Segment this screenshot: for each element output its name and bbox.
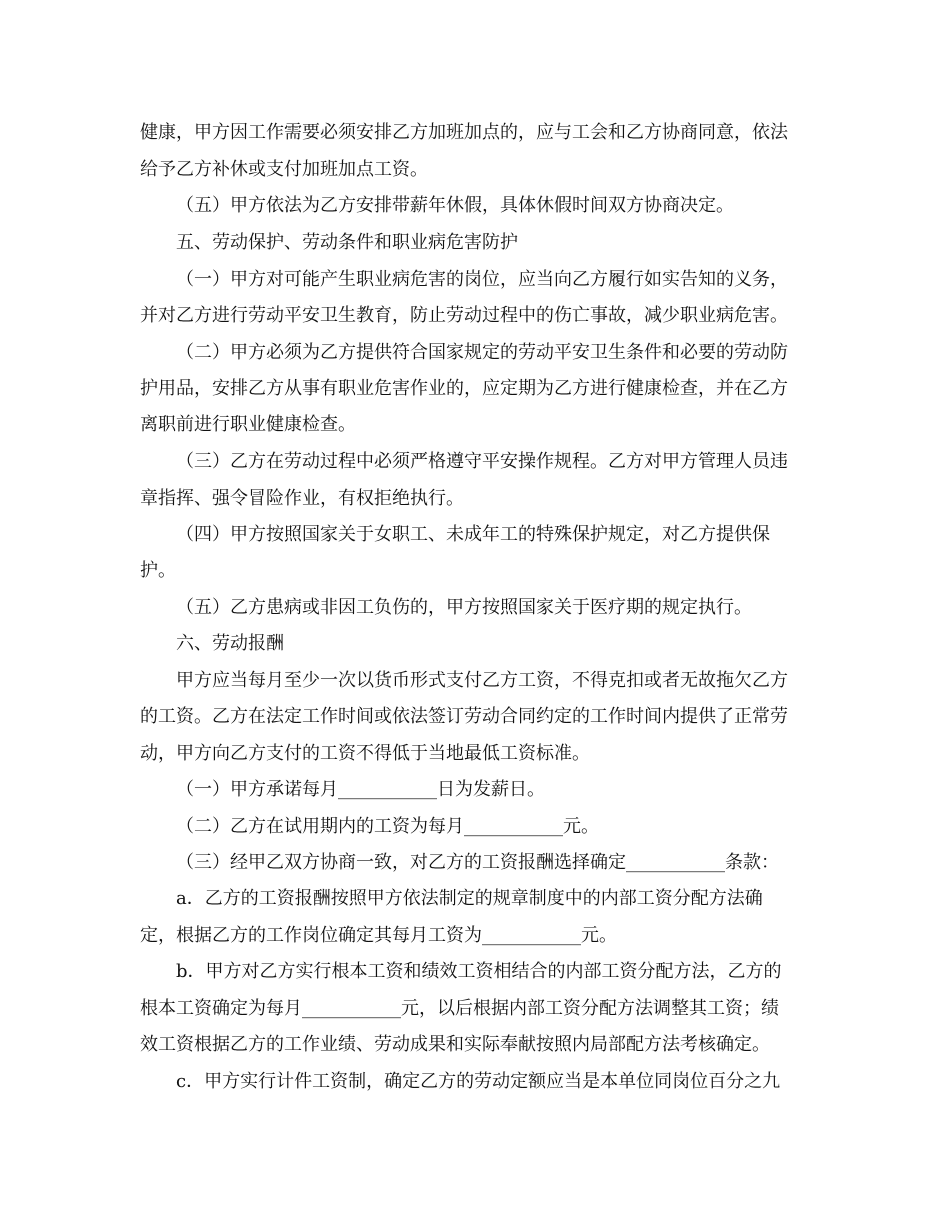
text-line: b．甲方对乙方实行根本工资和绩效工资相结合的内部工资分配方法，乙方的 <box>176 961 782 982</box>
section-heading: 六、劳动报酬 <box>176 633 284 654</box>
text-line: 章指挥、强令冒险作业，有权拒绝执行。 <box>140 488 464 509</box>
text-line: 根本工资确定为每月___________元，以后根据内部工资分配方法调整其工资；绩 <box>140 998 779 1019</box>
text-line: （一）甲方对可能产生职业病危害的岗位，应当向乙方履行如实告知的义务， <box>176 269 788 290</box>
text-line: 健康，甲方因工作需要必须安排乙方加班加点的，应与工会和乙方协商同意，依法 <box>140 122 788 143</box>
text-line: （五）甲方依法为乙方安排带薪年休假，具体休假时间双方协商决定。 <box>176 195 734 216</box>
text-line: （三）经甲乙双方协商一致，对乙方的工资报酬选择确定___________条款： <box>176 852 779 873</box>
text-line: 甲方应当每月至少一次以货币形式支付乙方工资，不得克扣或者无故拖欠乙方 <box>176 670 788 691</box>
text-line: 的工资。乙方在法定工作时间或依法签订劳动合同约定的工作时间内提供了正常劳 <box>140 706 788 727</box>
text-line: c．甲方实行计件工资制，确定乙方的劳动定额应当是本单位同岗位百分之九 <box>176 1071 781 1092</box>
text-line: a．乙方的工资报酬按照甲方依法制定的规章制度中的内部工资分配方法确 <box>176 888 763 909</box>
text-line: 离职前进行职业健康检查。 <box>140 414 356 435</box>
text-line: 给予乙方补休或支付加班加点工资。 <box>140 159 428 180</box>
text-line: （二）乙方在试用期内的工资为每月___________元。 <box>176 816 599 837</box>
text-line: （四）甲方按照国家关于女职工、未成年工的特殊保护规定，对乙方提供保 <box>176 524 770 545</box>
text-line: （二）甲方必须为乙方提供符合国家规定的劳动平安卫生条件和必要的劳动防 <box>176 342 788 363</box>
text-line: 定，根据乙方的工作岗位确定其每月工资为___________元。 <box>140 925 617 946</box>
text-line: （三）乙方在劳动过程中必须严格遵守平安操作规程。乙方对甲方管理人员违 <box>176 451 788 472</box>
text-line: 护用品，安排乙方从事有职业危害作业的，应定期为乙方进行健康检查，并在乙方 <box>140 378 788 399</box>
text-line: 护。 <box>140 560 176 581</box>
text-line: （五）乙方患病或非因工负伤的，甲方按照国家关于医疗期的规定执行。 <box>176 597 752 618</box>
text-line: 并对乙方进行劳动平安卫生教育，防止劳动过程中的伤亡事故，减少职业病危害。 <box>140 305 788 326</box>
text-line: 动，甲方向乙方支付的工资不得低于当地最低工资标准。 <box>140 743 590 764</box>
section-heading: 五、劳动保护、劳动条件和职业病危害防护 <box>176 232 518 253</box>
text-line: 效工资根据乙方的工作业绩、劳动成果和实际奉献按照内局部配方法考核确定。 <box>140 1034 770 1055</box>
text-line: （一）甲方承诺每月___________日为发薪日。 <box>176 779 545 800</box>
